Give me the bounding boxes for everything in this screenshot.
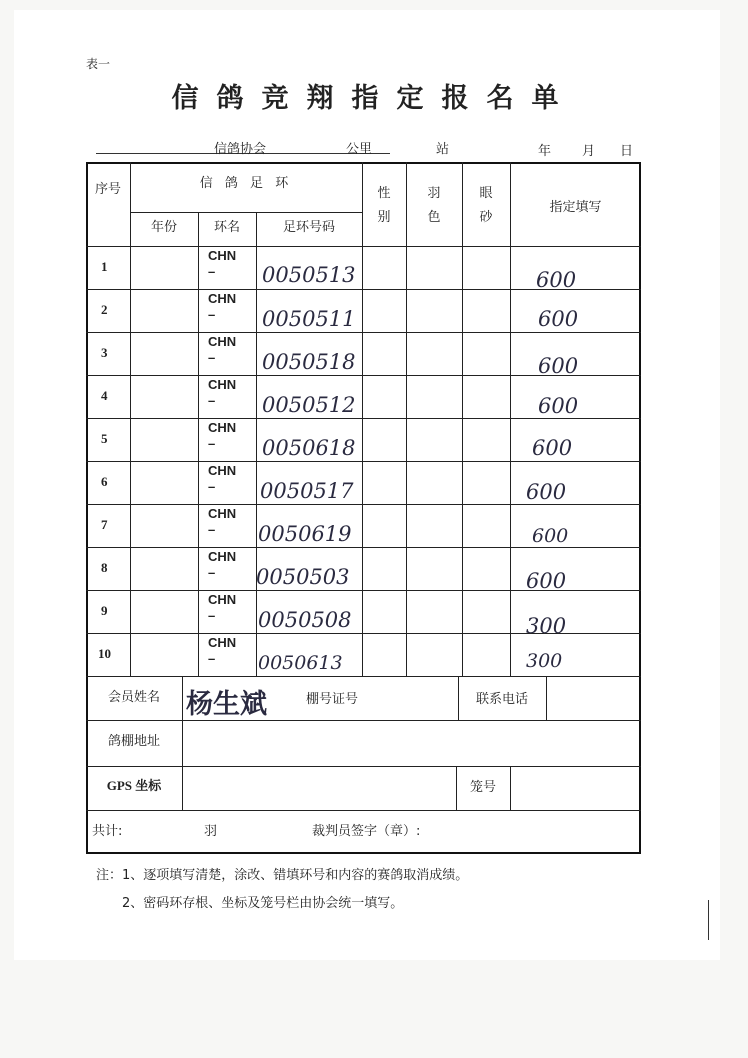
ring-number: 0050508	[258, 608, 352, 632]
designated-value: 300	[526, 614, 567, 638]
row-number: 3	[101, 345, 108, 360]
header-ring-name: 环名	[213, 220, 240, 235]
month-label: 月	[582, 144, 596, 159]
designated-value: 600	[532, 436, 573, 460]
ring-number: 0050613	[258, 652, 343, 674]
divider	[510, 766, 511, 810]
ring-dash: –	[208, 651, 216, 666]
station-label: 站	[436, 142, 450, 157]
designated-value: 600	[526, 480, 567, 504]
designated-value: 600	[538, 394, 579, 418]
divider	[362, 162, 363, 676]
phone-label: 联系电话	[475, 692, 528, 707]
divider	[86, 418, 641, 419]
loft-address-label: 鸽棚地址	[107, 734, 160, 749]
ring-dash: –	[208, 350, 216, 365]
divider	[86, 810, 641, 811]
cage-label: 笼号	[469, 780, 496, 795]
ring-dash: –	[208, 307, 216, 322]
row-number: 10	[98, 646, 111, 661]
ring-prefix: CHN	[208, 248, 237, 263]
header-designated: 指定填写	[549, 200, 602, 215]
year-label: 年	[538, 144, 552, 159]
ring-prefix: CHN	[208, 334, 237, 349]
referee-label: 裁判员签字（章）:	[312, 824, 421, 839]
ring-dash: –	[208, 565, 216, 580]
ring-dash: –	[208, 436, 216, 451]
divider	[86, 676, 641, 677]
feather-unit: 羽	[204, 824, 218, 839]
loft-cert-label: 棚号证号	[305, 692, 358, 707]
row-number: 4	[101, 388, 108, 403]
header-sex: 性别	[377, 186, 391, 225]
ring-prefix: CHN	[208, 291, 237, 306]
ring-number: 0050511	[262, 307, 356, 331]
divider	[510, 162, 511, 676]
divider	[130, 162, 131, 676]
scan-edge-mark	[708, 900, 709, 940]
note-line-1: 注：1、逐项填写清楚，涂改、错填环号和内容的赛鸽取消成绩。	[96, 868, 469, 883]
km-label: 公里	[346, 142, 373, 157]
association-label: 信鸽协会	[214, 142, 267, 157]
day-label: 日	[620, 144, 634, 159]
designated-value: 600	[532, 525, 569, 547]
ring-prefix: CHN	[208, 420, 237, 435]
registration-table	[86, 162, 646, 856]
row-number: 2	[101, 302, 108, 317]
divider	[86, 504, 641, 505]
row-number: 1	[101, 259, 108, 274]
divider	[86, 547, 641, 548]
gps-label: GPS 坐标	[106, 778, 162, 793]
ring-prefix: CHN	[208, 463, 237, 478]
ring-prefix: CHN	[208, 635, 237, 650]
row-number: 5	[101, 431, 108, 446]
row-number: 7	[101, 517, 108, 532]
header-feather: 羽色	[427, 186, 441, 225]
designated-value: 300	[526, 650, 563, 672]
ring-number: 0050618	[262, 436, 356, 460]
ring-number: 0050503	[256, 565, 350, 589]
divider	[86, 246, 641, 247]
designated-value: 600	[536, 268, 577, 292]
ring-number: 0050513	[262, 263, 356, 287]
header-year: 年份	[150, 220, 177, 235]
divider	[86, 332, 641, 333]
page-title: 信鸽竞翔指定报名单	[171, 83, 577, 114]
row-number: 9	[101, 603, 108, 618]
divider	[198, 212, 199, 676]
row-number: 8	[101, 560, 108, 575]
ring-dash: –	[208, 264, 216, 279]
ring-dash: –	[208, 479, 216, 494]
divider	[462, 162, 463, 676]
divider	[86, 720, 641, 721]
member-name-value: 杨生斌	[186, 689, 267, 720]
divider	[86, 461, 641, 462]
total-label: 共计:	[92, 824, 123, 839]
divider	[546, 676, 547, 720]
header-ring-number: 足环号码	[282, 220, 335, 235]
ring-prefix: CHN	[208, 506, 237, 521]
form-number: 表一	[86, 57, 111, 71]
row-number: 6	[101, 474, 108, 489]
ring-number: 0050518	[262, 350, 356, 374]
designated-value: 600	[526, 569, 567, 593]
ring-dash: –	[208, 393, 216, 408]
header-seq: 序号	[94, 182, 121, 197]
ring-dash: –	[208, 522, 216, 537]
header-foot-ring: 信 鸽 足 环	[199, 176, 293, 191]
ring-number: 0050512	[262, 393, 356, 417]
divider	[182, 676, 183, 810]
ring-number: 0050517	[260, 479, 354, 503]
designated-value: 600	[538, 354, 579, 378]
divider	[86, 766, 641, 767]
divider	[256, 212, 257, 676]
member-name-label: 会员姓名	[107, 690, 160, 705]
divider	[406, 162, 407, 676]
designated-value: 600	[538, 307, 579, 331]
ring-number: 0050619	[258, 522, 352, 546]
ring-dash: –	[208, 608, 216, 623]
ring-prefix: CHN	[208, 592, 237, 607]
divider	[130, 212, 362, 213]
ring-prefix: CHN	[208, 377, 237, 392]
ring-prefix: CHN	[208, 549, 237, 564]
header-eye: 眼砂	[479, 186, 493, 225]
note-line-2: 2、密码环存根、坐标及笼号栏由协会统一填写。	[122, 896, 404, 911]
